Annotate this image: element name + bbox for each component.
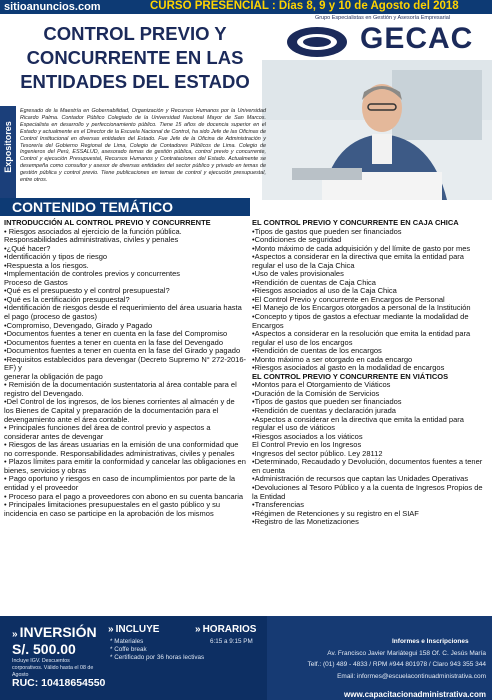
expositor-bio: Egresado de la Maestría en Gobernabilidad, Organización y Recursos Humanos por la Universidad Ricardo Palma. Contador Público Colegiado de la Universidad Nacional Mayor de San Marcos. Especialista en desarrollo y perfeccionamiento público. Tiene 15 años de docencia superior en el Estado y actualmente es el Director de la Escuela Nacional de Control, ha sido Jefe de las Oficinas de Control Institucional en diversas entidades del Estado. Fue Jefe de la Oficina de Administración y Tesorería del Gobierno Regional de Lima, Colegio de Contadores Públicos de Lima. Colegio de Ingenieros del Perú, ESSALUD, asesorado temas de gestión pública, control previo y concurrente, Control y ejecución Presupuestal, Recursos Humanos y Contrataciones del Estado. Actualmente se desempeña como consultor y asesor de diversas entidades del sector público y privado en temas de gestión pública y control previo. Tiene publicaciones en temas de control y ejecución presupuestal, entre otros. [20,108,266,184]
topic-item: •Implementación de controles previos y concurrentes [4,269,181,279]
topic-item: •Rendición de cuentas de Caja Chica [252,277,376,287]
incluye-item: * Materiales [110,638,144,645]
presenter-photo [262,60,492,200]
topic-item: •Transferencias [252,500,304,510]
topic-item: •Tipos de gastos que pueden ser financiados [252,397,402,407]
chevron-right-icon: » [108,624,114,635]
topic-item: • Principales funciones del área de control previo y aspectos a considerar antes de devengar [4,423,211,441]
topic-item: El Control Previo en los Ingresos [252,440,362,450]
topic-item: •Tipos de gastos que pueden ser financiados [252,226,402,236]
topic-item: •Régimen de Retenciones y su registro en el SIAF [252,508,419,518]
chevron-right-icon: » [12,629,18,640]
right-content-column [252,219,488,527]
topic-item: •Concepto y tipos de gastos a efectuar mediante la modalidad de Encargos [252,312,469,330]
topic-item: •Documentos fuentes a tener en cuenta en la fase del Compromiso [4,329,228,339]
horario-value: 6:15 a 9:15 PM [210,638,253,645]
page-title: CONTROL PREVIO Y CONCURRENTE EN LAS ENTIDADES DEL ESTADO [20,23,250,92]
topic-item: •Requisitos establecidos para devengar (Decreto Supremo N° 272-2016-EF) y [4,354,247,373]
topic-item: • Riesgos asociados al ejercicio de la función pública. Responsabilidades administrativas, civiles y penales [4,226,182,245]
topic-item: •Rendición de cuentas de los encargos [252,346,382,356]
topic-item: •Montos para el Otorgamiento de Viáticos [252,380,391,390]
topic-item: •Uso de vales provisionales [252,269,344,279]
topic-item: •Qué es el presupuesto y el control presupuestal? [4,286,170,296]
topic-item: •Condiciones de seguridad [252,235,342,245]
left-content-column [4,219,246,518]
topic-item: • Riesgos de las áreas usuarias en la emisión de una conformidad que no corresponde. Responsabilidades administrativas, civiles y penales [4,440,239,458]
topic-item: •Identificación y tipos de riesgo [4,252,108,262]
section-title: CONTENIDO TEMÁTICO [12,199,173,215]
course-dates: CURSO PRESENCIAL : Días 8, 9 y 10 de Agosto del 2018 [150,0,459,12]
topic-item: •Determinado, Recaudado y Devolución, documentos fuentes a tener en cuenta [252,457,483,475]
incluye-heading: » INCLUYE [108,624,160,635]
topic-item: • Principales limitaciones presupuestales en el gasto público y su incidencia en caso se participe en la aprobación de los mismos [4,500,221,518]
topic-item: •Riesgos asociados a los viáticos [252,431,363,441]
horarios-heading: » HORARIOS [195,624,257,635]
topic-item: • Pago oportuno y riesgos en caso de incumplimientos por parte de la entidad y el proveedor [4,474,236,492]
topic-item: •Ingresos del sector público. Ley 28112 [252,448,383,458]
topic-item: •Qué es la certificación presupuestal? [4,294,130,304]
topic-item: Proceso de Gastos [4,277,68,287]
topic-item: •Monto máximo de cada adquisición y del límite de gasto por mes [252,243,471,253]
topic-heading: INTRODUCCIÓN AL CONTROL PREVIO Y CONCURRENTE [4,218,211,227]
site-name[interactable]: sitioanuncios.com [4,1,101,13]
topic-item: •Devoluciones al Tesoro Público y a la cuenta de Ingresos Propios de la Entidad [252,482,483,501]
topic-item: •Rendición de cuentas y declaración jurada [252,406,396,416]
topic-item: •Identificación de riesgos desde el requerimiento del área usuaria hasta el pago (proceso de gastos) [4,303,242,322]
topic-item: •Documentos fuentes a tener en cuenta en la fase del Girado y pagado [4,346,241,356]
topic-item: •El Manejo de los Encargos otorgados a personal de la Institución [252,303,471,313]
topic-item: •Riesgos asociados al uso de la Caja Chica [252,286,397,296]
topic-item: •El Control Previo y concurrente en Encargos de Personal [252,294,445,304]
topic-item: •Aspectos a considerar en la directiva que emita la entidad para regular el uso de la Caja Chica [252,252,464,270]
expositores-label: Expositores [0,106,16,198]
inversion-heading: » INVERSIÓN [12,624,97,640]
topic-item: •Compromiso, Devengado, Girado y Pagado [4,320,153,330]
topic-item: •Respuesta a los riesgos. [4,260,89,270]
topic-item: •Aspectos a considerar en la directiva que emita la entidad para regular el uso de viáticos [252,414,464,433]
topic-item: • Proceso para el pago a proveedores con abono en su cuenta bancaria [4,491,244,501]
chevron-right-icon: » [195,624,201,635]
incluye-item: * Coffe break [110,646,147,653]
topic-item: • Remisión de la documentación sustentatoria al área contable para el registro del Devengado. [4,380,237,398]
topic-item: •Documentos fuentes a tener en cuenta en la fase del Devengado [4,337,224,347]
topic-item: •Del Control de los ingresos, de los bienes corrientes al almacén y de los Bienes de Capital y preparación de la documentación para el devengamiento ante el área contable. [4,397,235,424]
incluye-item: * Certificado por 36 horas lectivas [110,654,205,661]
topic-item: •Aspectos a considerar en la resolución que emita la entidad para regular el uso de los encargos [252,329,471,347]
logo-tagline: Grupo Especialistas en Gestión y Asesoría Empresarial [314,15,451,21]
phones: Telf.: (01) 489 - 4833 / RPM #944 801978 / Claro 943 355 344 [307,661,486,668]
topic-item: •Administración de recursos que captan las Unidades Operativas [252,474,469,484]
topic-item: •Duración de la Comisión de Servicios [252,388,380,398]
topic-heading: EL CONTROL PREVIO Y CONCURRENTE EN VIÁTICOS [252,371,449,381]
topic-item: •Monto máximo a ser otorgado en cada encargo [252,354,413,364]
email[interactable]: Email: informes@escuelacontinuadministrativa.com [337,673,486,680]
info-heading: Informes e Inscripciones [392,638,469,645]
topic-heading: EL CONTROL PREVIO Y CONCURRENTE EN CAJA CHICA [252,218,459,227]
ruc-number: RUC: 10418654550 [12,677,106,689]
website-link[interactable]: www.capacitacionadministrativa.com [344,690,486,699]
topic-item: •Registro de las Monetizaciones [252,517,359,527]
topic-item: generar la obligación de pago [4,371,103,381]
topic-item: •Riesgos asociados al gasto en la modalidad de encargos [252,363,445,373]
logo-text: GECAC [360,22,474,55]
price-note: Incluye IGV. Descuentos corporativos. Válido hasta el 08 de Agosto [12,658,94,678]
topic-item: • Plazos límites para emitir la conformidad y cancelar las obligaciones en bienes, servicios y obras [4,457,246,475]
price: S/. 500.00 [12,641,76,657]
topic-item: •¿Qué hacer? [4,243,51,253]
address: Av. Francisco Javier Mariátegui 158 Of. C. Jesús María [327,650,486,657]
